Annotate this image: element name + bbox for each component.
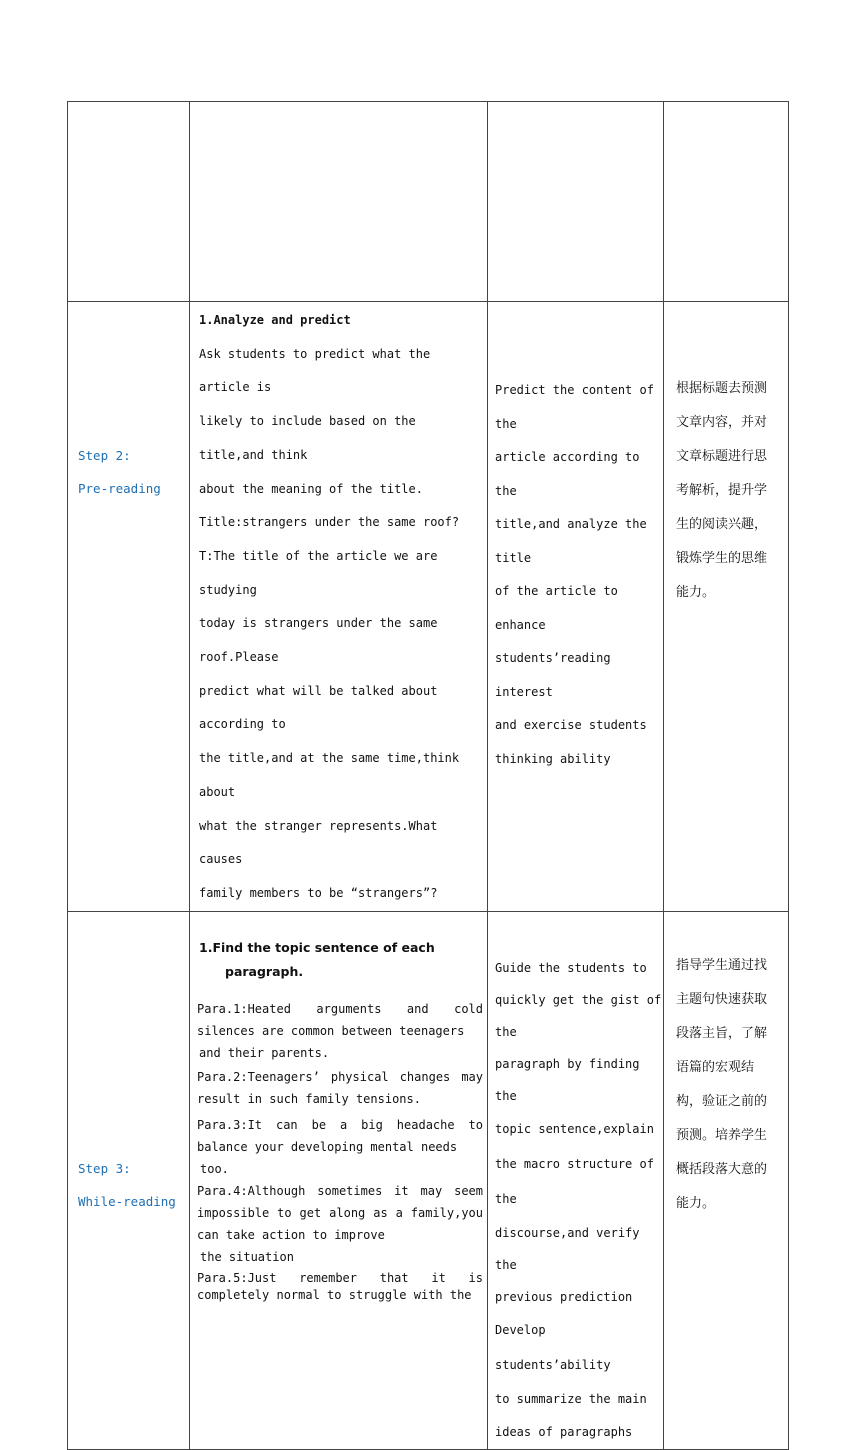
aim-cn-line: 主题句快速获取	[676, 991, 768, 1007]
aim-line: Predict the content of the	[495, 383, 654, 431]
activity-line: likely to include based on the title,and think	[199, 414, 416, 462]
aim-line: article according to the	[495, 450, 640, 498]
aim-line: and exercise students	[495, 718, 647, 732]
aim-cn-line: 能力。	[676, 585, 716, 600]
step-label: Step 3:	[78, 1160, 131, 1176]
aim-cn-cell	[664, 302, 789, 912]
activity-cell	[190, 911, 488, 1449]
step-label: Step 2:	[78, 448, 131, 463]
aim-cn-line: 考解析，提升学	[676, 483, 768, 498]
aim-cn-line: 文章内容，并对	[676, 415, 768, 430]
activity-line: about the meaning of the title.	[199, 481, 423, 496]
cell-empty	[68, 102, 190, 302]
table-row-empty	[68, 102, 789, 302]
paragraph-summary: Para.1:Heated arguments and cold silences are common between teenagers	[197, 1001, 483, 1038]
paragraph-summary-tail: and their parents.	[199, 1045, 330, 1060]
aim-line: of the article to enhance	[495, 584, 618, 632]
cell-empty	[664, 102, 789, 302]
aim-line: title,and analyze the title	[495, 517, 647, 565]
activity-line: the title,and at the same time,think about	[199, 751, 460, 799]
aim-line: Develop students’ability	[495, 1322, 611, 1372]
aim-cn-line: 指导学生通过找	[676, 957, 768, 973]
paragraph-summary-tail: too.	[200, 1161, 229, 1176]
activity-cell	[190, 302, 488, 912]
aim-line: quickly get the gist of the	[495, 992, 662, 1039]
aim-cn-line: 能力。	[676, 1195, 716, 1211]
activity-heading: 1.Analyze and predict	[199, 313, 351, 327]
aim-cn-line: 锻炼学生的思维	[676, 551, 768, 566]
activity-line: family members to be “strangers”?	[199, 885, 438, 900]
paragraph-summary: Para.5:Just remember that it is completely normal to struggle with the	[197, 1270, 483, 1302]
aim-line: thinking ability	[495, 751, 611, 766]
step-stage: While-reading	[78, 1193, 176, 1209]
aim-line: topic sentence,explain	[495, 1121, 654, 1136]
aim-cn-line: 语篇的宏观结	[676, 1059, 755, 1075]
activity-line: today is strangers under the same roof.Please	[199, 616, 438, 665]
paragraph-summary: Para.4:Although sometimes it may seem impossible to get along as a family,you can take action to improve	[197, 1183, 483, 1242]
step-stage: Pre-reading	[78, 481, 161, 496]
activity-heading: 1.Find the topic sentence of each	[199, 939, 435, 955]
table-row-while-reading	[68, 911, 789, 1449]
activity-line: Title:strangers under the same roof?	[199, 515, 460, 530]
aim-line: to summarize the main	[495, 1391, 647, 1406]
paragraph-summary: Para.3:It can be a big headache to balance your developing mental needs	[197, 1117, 483, 1154]
activity-heading-continued: paragraph.	[225, 963, 304, 979]
activity-line: predict what will be talked about according to	[199, 683, 438, 732]
step-cell	[68, 911, 190, 1449]
aim-cn-line: 根据标题去预测	[676, 381, 768, 396]
aim-cn-line: 概括段落大意的	[676, 1161, 768, 1177]
aim-line: discourse,and verify the	[495, 1225, 640, 1272]
lesson-plan-table	[67, 101, 789, 1450]
aim-line: students’reading interest	[495, 651, 611, 699]
cell-empty	[190, 102, 488, 302]
aim-line: previous prediction	[495, 1289, 633, 1304]
aim-line: Guide the students to	[495, 960, 647, 975]
paragraph-summary: Para.2:Teenagers’ physical changes may result in such family tensions.	[197, 1069, 483, 1106]
table-row-pre-reading	[68, 302, 789, 912]
activity-line: Ask students to predict what the article is	[199, 346, 431, 395]
paragraph-summary-tail: the situation	[200, 1249, 294, 1264]
aim-cn-line: 段落主旨，了解	[676, 1025, 768, 1041]
aim-cell	[488, 302, 664, 912]
aim-cn-line: 文章标题进行思	[676, 449, 768, 464]
step-cell	[68, 302, 190, 912]
aim-cn-line: 生的阅读兴趣，	[676, 517, 768, 532]
activity-line: T:The title of the article we are studying	[199, 548, 438, 597]
cell-empty	[488, 102, 664, 302]
aim-cell	[488, 911, 664, 1449]
activity-line: what the stranger represents.What causes	[199, 818, 438, 867]
aim-line: ideas of paragraphs	[495, 1424, 633, 1439]
aim-cn-line: 构，验证之前的	[676, 1093, 768, 1109]
aim-cn-cell	[664, 911, 789, 1449]
aim-cn-line: 预测。培养学生	[676, 1127, 768, 1143]
aim-line: the macro structure of the	[495, 1156, 654, 1206]
aim-line: paragraph by finding the	[495, 1056, 640, 1103]
